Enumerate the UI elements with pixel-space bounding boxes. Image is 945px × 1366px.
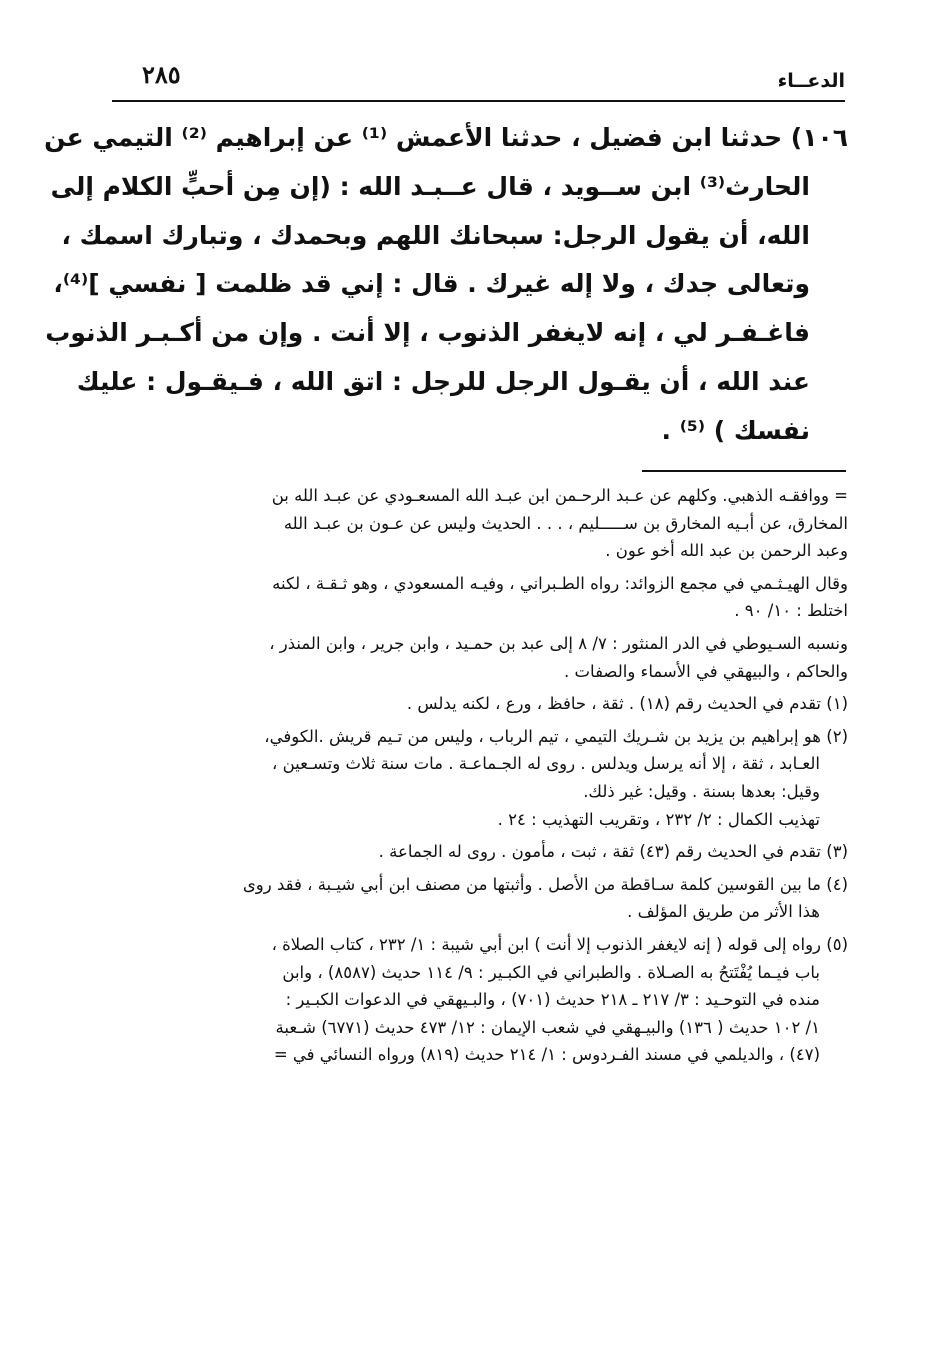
header-divider bbox=[112, 100, 845, 102]
footnote-line: وقيل: بعدها بسنة . وقيل: غير ذلك. bbox=[583, 781, 820, 801]
footnote-4 bbox=[108, 871, 848, 926]
hadith-line: الحارث⁽³⁾ ابن ســويد ، قال عــبـد الله : (إن مِن أحبٍّ الكلام إلى bbox=[50, 171, 810, 201]
hadith-line: وتعالى جدك ، ولا إله غيرك . قال : إني قد ظلمت [ نفسي ]⁽⁴⁾، bbox=[53, 269, 810, 299]
chapter-title: الدعــاء bbox=[777, 70, 845, 92]
footnote-line: وعبد الرحمن بن عبد الله أخو عون . bbox=[605, 541, 848, 561]
footnote-divider bbox=[642, 470, 846, 472]
footnote-line: (١) تقدم في الحديث رقم (١٨) . ثقة ، حافظ ، ورع ، لكنه يدلس . bbox=[406, 694, 848, 714]
footnote-line: (٤٧) ، والديلمي في مسند الفـردوس : ١/ ٢١٤ حديث (٨١٩) ورواه النسائي في = bbox=[273, 1045, 820, 1065]
footnotes bbox=[108, 482, 848, 1074]
hadith-line: فاغـفـر لي ، إنه لايغفر الذنوب ، إلا أنت . وإن من أكـبـر الذنوب bbox=[45, 318, 810, 348]
footnote-line: وقال الهيـثـمي في مجمع الزوائد: رواه الطـبراني ، وفيـه المسعودي ، وهو ثـقـة ، لكنه bbox=[272, 573, 848, 593]
footnote-line: ونسبه السـيوطي في الدر المنثور : ٧/ ٨ إلى عبد بن حمـيد ، وابن جرير ، وابن المنذر ، bbox=[269, 633, 848, 653]
footnote-line: باب فيـما يُفْتَتحُ به الصـلاة . والطبراني في الكبـير : ٩/ ١١٤ حديث (٨٥٨٧) ، وابن bbox=[282, 962, 820, 982]
hadith-text bbox=[44, 114, 848, 456]
footnote-line: (٢) هو إبراهيم بن يزيد بن شـريك التيمي ، تيم الرباب ، وليس من تـيم قريش .الكوفي، bbox=[264, 726, 848, 746]
footnote-5 bbox=[108, 931, 848, 1069]
footnote-continuation bbox=[108, 570, 848, 625]
footnote-3 bbox=[108, 838, 848, 866]
footnote-line: = ووافقـه الذهبي. وكلهم عن عـبد الرحـمن ابن عبـد الله المسعـودي عن عبـد الله بن bbox=[271, 486, 848, 505]
footnote-continuation bbox=[108, 482, 848, 565]
footnote-line: المخارق، عن أبـيه المخارق بن ســـــليم ، . . . الحديث وليس عن عـون بن عبـد الله bbox=[283, 513, 848, 533]
footnote-line: (٤) ما بين القوسين كلمة سـاقطة من الأصل . وأثبتها من مصنف ابن أبي شيـبة ، فقد روى bbox=[242, 874, 848, 894]
footnote-1 bbox=[108, 690, 848, 718]
page-header bbox=[112, 52, 845, 100]
footnote-continuation bbox=[108, 630, 848, 685]
footnote-line: هذا الأثر من طريق المؤلف . bbox=[627, 902, 820, 922]
hadith-line: نفسك ) ⁽⁵⁾ . bbox=[661, 415, 810, 445]
footnote-line: منده في التوحـيد : ٣/ ٢١٧ ـ ٢١٨ حديث (٧٠١) ، والبـيهقي في الدعوات الكبـير : bbox=[285, 990, 820, 1010]
footnote-2 bbox=[108, 723, 848, 833]
footnote-line: والحاكم ، والبيهقي في الأسماء والصفات . bbox=[564, 661, 848, 681]
hadith-line: الله، أن يقول الرجل: سبحانك اللهم وبحمدك ، وتبارك اسمك ، bbox=[61, 220, 810, 250]
footnote-line: ١/ ١٠٢ حديث ( ١٣٦) والبيـهقي في شعب الإيمان : ١٢/ ٤٧٣ حديث (٦٧٧١) شـعبة bbox=[275, 1017, 820, 1037]
hadith-line: عند الله ، أن يقـول الرجل للرجل : اتق الله ، فـيقـول : عليك bbox=[76, 366, 810, 396]
footnote-line: اختلط : ١٠/ ٩٠ . bbox=[734, 601, 848, 621]
footnote-line: العـابد ، ثقة ، إلا أنه يرسل ويدلس . روى له الجـماعـة . مات سنة ثلاث وتسـعين ، bbox=[272, 754, 820, 774]
page-number: ٢٨٥ bbox=[142, 60, 181, 89]
footnote-line: تهذيب الكمال : ٢/ ٢٣٢ ، وتقريب التهذيب : ٢٤ . bbox=[497, 809, 820, 829]
hadith-line: ١٠٦) حدثنا ابن فضيل ، حدثنا الأعمش ⁽¹⁾ عن إبراهيم ⁽²⁾ التيمي عن bbox=[44, 123, 848, 152]
footnote-line: (٣) تقدم في الحديث رقم (٤٣) ثقة ، ثبت ، مأمون . روى له الجماعة . bbox=[378, 842, 848, 862]
footnote-line: (٥) رواه إلى قوله ( إنه لايغفر الذنوب إلا أنت ) ابن أبي شيبة : ١/ ٢٣٢ ، كتاب الصلاة ، bbox=[271, 934, 848, 954]
